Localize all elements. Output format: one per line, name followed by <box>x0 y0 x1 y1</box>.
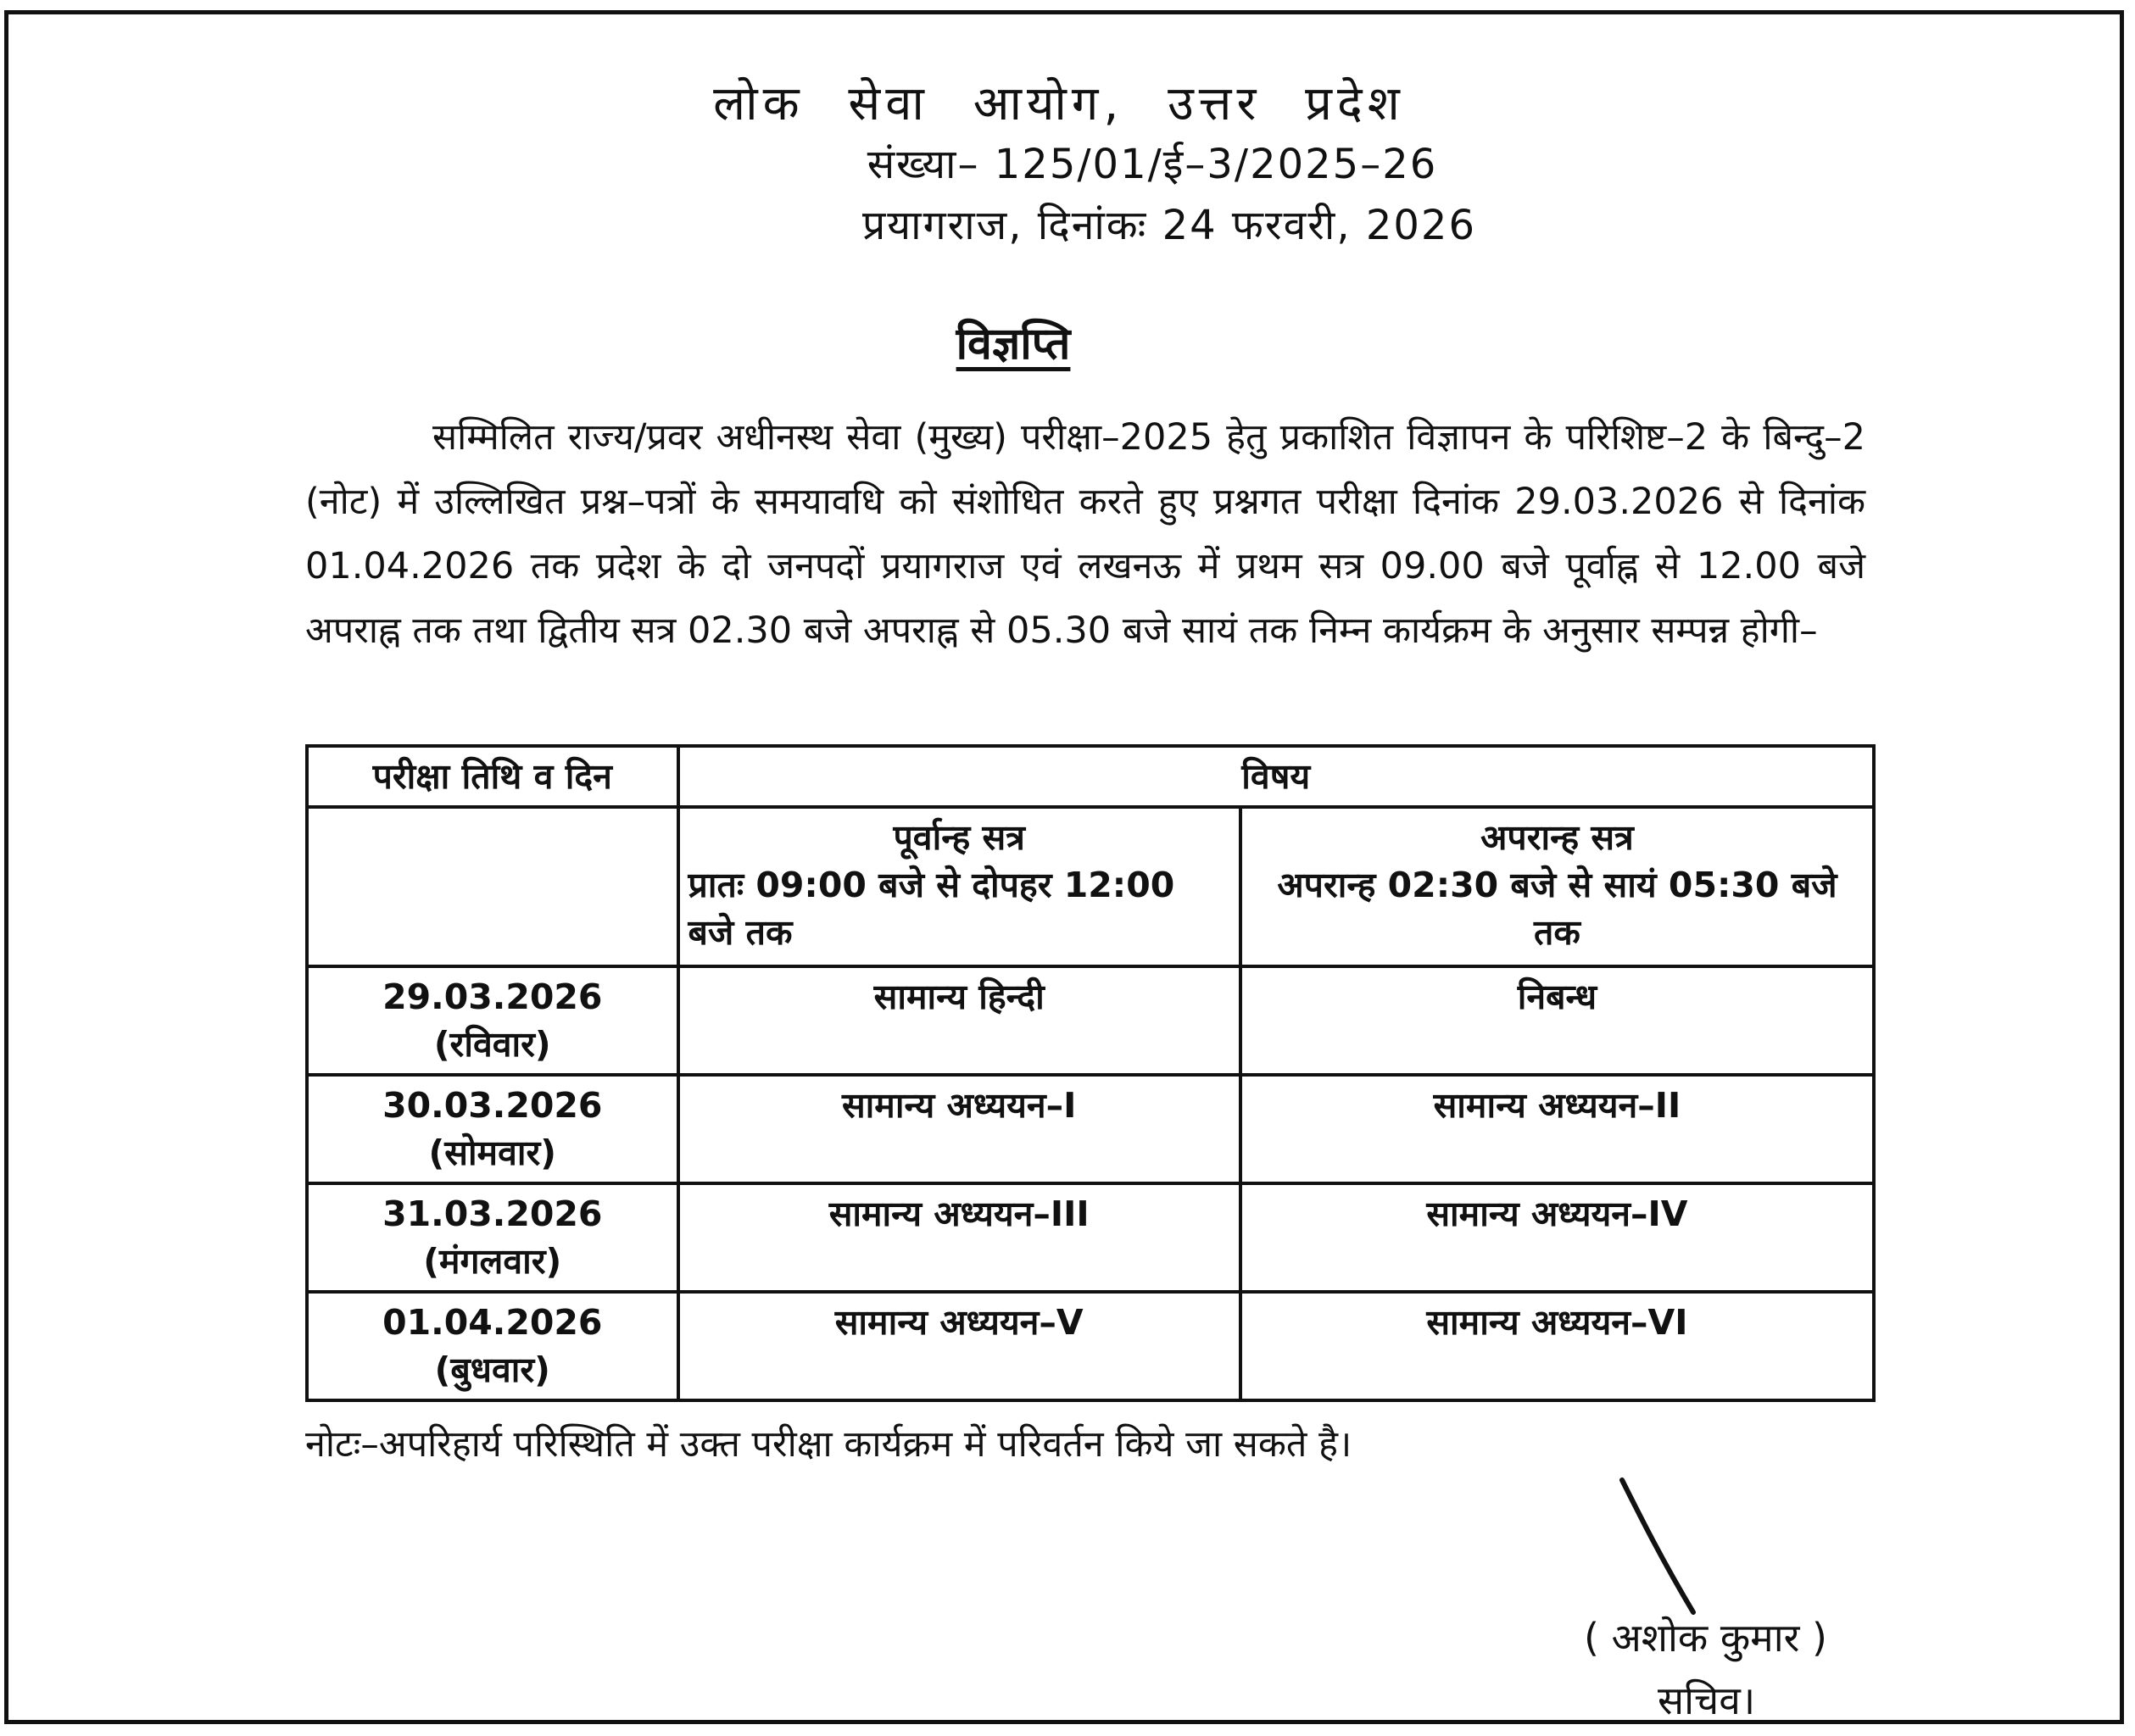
exam-day: (सोमवार) <box>428 1132 556 1173</box>
morning-subject: सामान्य हिन्दी <box>678 966 1240 1075</box>
table-row <box>307 1075 1874 1183</box>
exam-date: 01.04.2026 <box>382 1302 603 1343</box>
afternoon-subject: निबन्ध <box>1240 966 1874 1075</box>
notice-paragraph: सम्मिलित राज्य/प्रवर अधीनस्थ सेवा (मुख्य) परीक्षा–2025 हेतु प्रकाशित विज्ञापन के परिशिष्ट–2 के बिन्दु–2 (नोट) में उल्लिखित प्रश्न–पत्रों के समयावधि को संशोधित करते हुए प्रश्नगत परीक्षा दिनांक 29.03.2026 से दिनांक 01.04.2026 तक प्रदेश के दो जनपदों प्रयागराज एवं लखनऊ में प्रथम सत्र 09.00 बजे पूर्वाह्न से 12.00 बजे अपराह्न तक तथा द्वितीय सत्र 02.30 बजे अपराह्न से 05.30 बजे सायं तक निम्न कार्यक्रम के अनुसार सम्पन्न होगी– <box>305 416 1865 652</box>
morning-subject: सामान्य अध्ययन–I <box>678 1075 1240 1183</box>
signature-mark-icon <box>1615 1475 1700 1619</box>
reference-number: संख्या– 125/01/ई–3/2025–26 <box>867 141 1438 188</box>
exam-day: (बुधवार) <box>434 1349 550 1390</box>
date-cell <box>307 966 678 1075</box>
afternoon-subject: सामान्य अध्ययन–VI <box>1240 1292 1874 1400</box>
exam-date: 29.03.2026 <box>382 976 603 1017</box>
header-subject: विषय <box>678 746 1875 807</box>
header-date-day: परीक्षा तिथि व दिन <box>307 746 678 807</box>
place-date: प्रयागराज, दिनांकः 24 फरवरी, 2026 <box>861 202 1476 249</box>
morning-session-name: पूर्वान्ह सत्र <box>893 817 1025 858</box>
table-header-row <box>307 746 1874 807</box>
empty-cell <box>307 807 678 966</box>
afternoon-session-name: अपरान्ह सत्र <box>1480 817 1634 858</box>
table-row <box>307 1292 1874 1400</box>
session-header-row <box>307 807 1874 966</box>
signatory-name: ( अशोक कुमार ) <box>1584 1615 1827 1661</box>
table-row <box>307 1183 1874 1292</box>
org-name: लोक सेवा आयोग, उत्तर प्रदेश <box>713 76 1405 131</box>
table-row <box>307 966 1874 1075</box>
morning-session-cell <box>678 807 1240 966</box>
signatory-designation: सचिव। <box>1658 1678 1756 1723</box>
exam-schedule-table <box>305 744 1876 1402</box>
afternoon-session-cell <box>1240 807 1874 966</box>
date-cell <box>307 1292 678 1400</box>
afternoon-session-time: अपरान्ह 02:30 बजे से सायं 05:30 बजे तक <box>1277 865 1837 953</box>
exam-day: (मंगलवार) <box>423 1241 562 1282</box>
exam-date: 30.03.2026 <box>382 1085 603 1126</box>
date-cell <box>307 1183 678 1292</box>
morning-subject: सामान्य अध्ययन–V <box>678 1292 1240 1400</box>
page-title: विज्ञप्ति <box>956 319 1071 370</box>
exam-day: (रविवार) <box>433 1024 551 1065</box>
date-cell <box>307 1075 678 1183</box>
morning-subject: सामान्य अध्ययन–III <box>678 1183 1240 1292</box>
note-text: नोटः–अपरिहार्य परिस्थिति में उक्त परीक्षा कार्यक्रम में परिवर्तन किये जा सकते है। <box>305 1423 1352 1466</box>
morning-session-time: प्रातः 09:00 बजे से दोपहर 12:00 बजे तक <box>688 865 1175 953</box>
exam-date: 31.03.2026 <box>382 1194 603 1234</box>
afternoon-subject: सामान्य अध्ययन–II <box>1240 1075 1874 1183</box>
afternoon-subject: सामान्य अध्ययन–IV <box>1240 1183 1874 1292</box>
